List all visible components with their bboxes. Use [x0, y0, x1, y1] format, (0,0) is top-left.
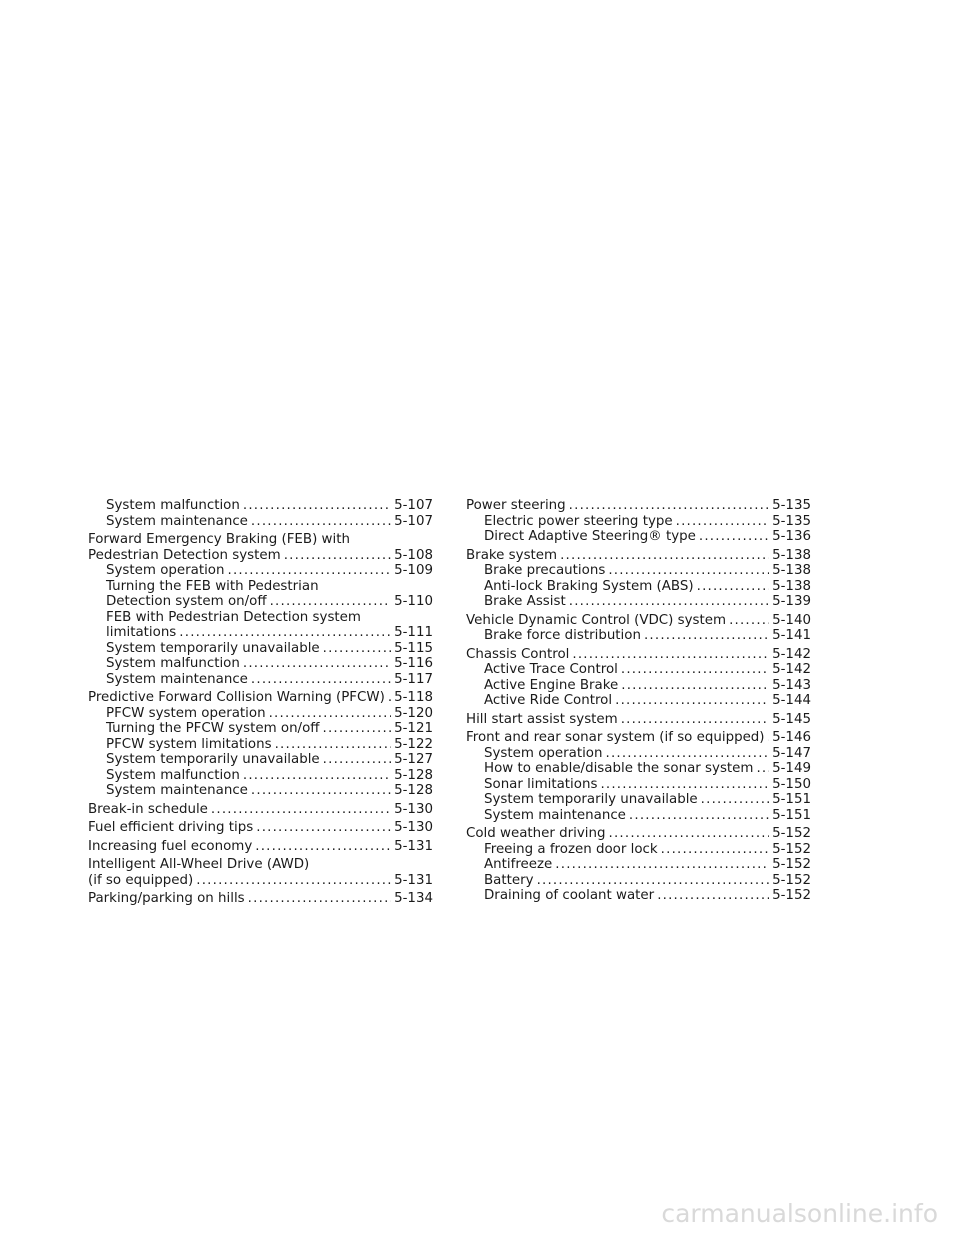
toc-dot-leader	[251, 514, 391, 530]
toc-dot-leader	[621, 712, 769, 728]
toc-entry-title: Parking/parking on hills	[88, 891, 245, 906]
toc-entry-title: System maintenance	[106, 671, 248, 687]
watermark: carmanualsonline.info	[661, 1199, 938, 1228]
toc-entry-title: Chassis Control	[466, 646, 570, 662]
toc-entry-page: 5-152	[772, 872, 811, 888]
toc-entry[interactable]	[88, 563, 433, 579]
toc-entry-title: PFCW system operation	[106, 705, 266, 721]
toc-entry[interactable]	[466, 712, 811, 728]
toc-dot-leader	[227, 563, 391, 579]
toc-dot-leader	[699, 529, 769, 545]
toc-left-column	[88, 498, 433, 907]
toc-entry-title: Draining of coolant water	[484, 888, 655, 903]
toc-entry[interactable]	[466, 647, 811, 663]
toc-dot-leader	[322, 721, 391, 737]
toc-dot-leader	[537, 873, 770, 889]
toc-entry-page: 5-147	[772, 745, 811, 761]
toc-dot-leader	[657, 888, 769, 904]
toc-entry-title: Sonar limitations	[484, 776, 598, 792]
toc-entry-title: System maintenance	[484, 807, 626, 823]
toc-dot-leader	[729, 613, 769, 629]
toc-entry-title: Hill start assist system	[466, 711, 618, 727]
toc-entry[interactable]	[88, 656, 433, 672]
toc-entry-page: 5-138	[772, 563, 811, 578]
toc-dot-leader	[644, 628, 769, 644]
toc-dot-leader	[621, 678, 769, 694]
toc-dot-leader	[569, 498, 769, 514]
toc-entry[interactable]	[466, 693, 811, 709]
toc-entry-title: Intelligent All-Wheel Drive (AWD)	[88, 857, 310, 872]
toc-entry[interactable]	[88, 721, 433, 737]
toc-entry-page: 5-122	[394, 736, 433, 752]
toc-entry[interactable]	[466, 594, 811, 610]
toc-entry[interactable]	[88, 706, 433, 722]
toc-entry-title: Detection system on/off	[106, 594, 267, 609]
toc-entry-title: System temporarily unavailable	[106, 640, 320, 656]
toc-entry[interactable]	[88, 752, 433, 768]
toc-entry-page: 5-116	[394, 656, 433, 671]
toc-entry-title: Front and rear sonar system (if so equipped)	[466, 730, 765, 745]
toc-entry[interactable]	[466, 628, 811, 644]
toc-entry-page: 5-128	[394, 783, 433, 798]
toc-entry-page: 5-117	[394, 671, 433, 687]
toc-dot-leader	[701, 792, 769, 808]
toc-entry-title: Brake force distribution	[484, 628, 641, 643]
toc-entry[interactable]	[88, 737, 433, 753]
toc-entry-page: 5-120	[394, 705, 433, 721]
toc-dot-leader	[661, 842, 769, 858]
toc-entry[interactable]	[88, 891, 433, 907]
toc-entry-page: 5-152	[772, 841, 811, 857]
toc-entry-title: Active Engine Brake	[484, 677, 619, 693]
toc-dot-leader	[615, 693, 769, 709]
toc-entry-page: 5-134	[394, 891, 433, 906]
toc-entry-page: 5-107	[394, 498, 433, 513]
toc-entry-title: (if so equipped)	[88, 872, 194, 888]
toc-entry-title: Anti-lock Braking System (ABS)	[484, 578, 694, 594]
toc-entry[interactable]	[466, 857, 811, 873]
toc-entry[interactable]	[88, 625, 433, 641]
toc-dot-leader	[179, 625, 391, 641]
toc-entry-title: Increasing fuel economy	[88, 838, 253, 854]
toc-entry-title: Antifreeze	[484, 857, 553, 872]
toc-entry-page: 5-143	[772, 677, 811, 693]
toc-entry-page: 5-152	[772, 826, 811, 841]
toc-entry-page: 5-121	[394, 721, 433, 736]
toc-entry-page: 5-151	[772, 792, 811, 807]
toc-entry-title: System operation	[484, 745, 603, 761]
toc-entry[interactable]	[466, 761, 811, 777]
toc-dot-leader	[323, 752, 391, 768]
toc-entry-page: 5-138	[772, 547, 811, 563]
toc-entry[interactable]	[466, 746, 811, 762]
toc-entry-title: Power steering	[466, 498, 566, 513]
toc-entry[interactable]	[466, 529, 811, 545]
toc-entry[interactable]	[466, 579, 811, 595]
toc-entry-title: Brake Assist	[484, 594, 566, 609]
toc-entry-page: 5-149	[772, 761, 811, 776]
toc-dot-leader	[196, 873, 391, 889]
toc-dot-leader	[676, 514, 769, 530]
toc-entry-title: System maintenance	[106, 513, 248, 529]
toc-entry[interactable]	[88, 514, 433, 530]
toc-entry[interactable]	[466, 730, 811, 746]
toc-entry[interactable]	[88, 768, 433, 784]
toc-entry-title: System malfunction	[106, 656, 240, 671]
toc-entry-page: 5-136	[772, 529, 811, 544]
toc-entry[interactable]	[466, 662, 811, 678]
toc-right-column	[466, 498, 811, 904]
toc-entry-title: Predictive Forward Collision Warning (PFCW)	[88, 690, 385, 705]
toc-entry-title: Turning the FEB with Pedestrian	[106, 578, 319, 594]
toc-entry-title: System malfunction	[106, 498, 240, 513]
toc-entry-title: System maintenance	[106, 783, 248, 798]
toc-entry-page: 5-107	[394, 513, 433, 529]
toc-dot-leader	[248, 891, 391, 907]
toc-entry[interactable]	[466, 792, 811, 808]
toc-entry[interactable]	[88, 672, 433, 688]
toc-dot-leader	[269, 706, 391, 722]
toc-entry-page: 5-142	[772, 646, 811, 662]
toc-dot-leader	[243, 498, 391, 514]
toc-entry-title: PFCW system limitations	[106, 736, 272, 752]
toc-entry-title: Pedestrian Detection system	[88, 547, 281, 563]
toc-entry[interactable]	[88, 532, 433, 548]
toc-entry-title: Forward Emergency Braking (FEB) with	[88, 532, 350, 547]
toc-entry-page: 5-115	[394, 640, 433, 656]
toc-entry-title: Active Trace Control	[484, 662, 618, 677]
toc-entry[interactable]	[466, 873, 811, 889]
toc-entry-page: 5-118	[394, 690, 433, 705]
toc-entry-title: FEB with Pedestrian Detection system	[106, 609, 361, 625]
toc-dot-leader	[275, 737, 391, 753]
toc-entry[interactable]	[88, 610, 433, 626]
toc-dot-leader	[243, 656, 391, 672]
toc-entry[interactable]	[88, 857, 433, 873]
toc-entry[interactable]	[466, 563, 811, 579]
toc-entry-title: Brake system	[466, 547, 558, 563]
toc-dot-leader	[243, 768, 391, 784]
toc-entry-title: Battery	[484, 872, 534, 888]
toc-entry[interactable]	[466, 842, 811, 858]
toc-entry-page: 5-152	[772, 888, 811, 903]
toc-dot-leader	[608, 563, 769, 579]
toc-dot-leader	[323, 641, 391, 657]
toc-entry-title: How to enable/disable the sonar system	[484, 761, 754, 776]
toc-entry[interactable]	[88, 839, 433, 855]
toc-entry-title: Direct Adaptive Steering® type	[484, 529, 696, 544]
toc-dot-leader	[629, 808, 769, 824]
toc-entry[interactable]	[466, 678, 811, 694]
toc-entry[interactable]	[88, 641, 433, 657]
toc-dot-leader	[255, 839, 391, 855]
toc-entry[interactable]	[88, 802, 433, 818]
toc-entry-title: System temporarily unavailable	[106, 752, 320, 767]
toc-dot-leader	[270, 594, 391, 610]
toc-entry-page: 5-130	[394, 801, 433, 817]
toc-entry-page: 5-135	[772, 513, 811, 529]
toc-entry-title: Vehicle Dynamic Control (VDC) system	[466, 612, 727, 628]
toc-entry-title: Freeing a frozen door lock	[484, 841, 658, 857]
toc-entry[interactable]	[466, 808, 811, 824]
toc-entry-page: 5-131	[394, 872, 433, 888]
toc-entry[interactable]	[88, 579, 433, 595]
toc-entry-title: System malfunction	[106, 767, 240, 783]
toc-entry-page: 5-138	[772, 578, 811, 594]
toc-entry-title: Brake precautions	[484, 563, 606, 578]
toc-entry-page: 5-127	[394, 752, 433, 767]
toc-entry-page: 5-135	[772, 498, 811, 513]
toc-dot-leader	[560, 548, 769, 564]
toc-entry-page: 5-140	[772, 612, 811, 628]
toc-entry[interactable]	[88, 873, 433, 889]
toc-entry[interactable]	[466, 548, 811, 564]
toc-entry-title: System operation	[106, 563, 225, 578]
toc-entry-title: limitations	[106, 625, 177, 640]
toc-entry-page: 5-152	[772, 857, 811, 872]
toc-entry-page: 5-151	[772, 807, 811, 823]
toc-entry-page: 5-128	[394, 767, 433, 783]
toc-dot-leader	[284, 548, 391, 564]
toc-dot-leader	[256, 820, 391, 836]
toc-dot-leader	[621, 662, 769, 678]
toc-entry-title: Break-in schedule	[88, 801, 208, 817]
toc-dot-leader	[555, 857, 769, 873]
toc-entry-title: Active Ride Control	[484, 693, 613, 708]
toc-entry[interactable]	[88, 548, 433, 564]
toc-entry[interactable]	[88, 783, 433, 799]
toc-entry[interactable]	[466, 613, 811, 629]
toc-entry-page: 5-111	[394, 625, 433, 640]
toc-entry-page: 5-141	[772, 628, 811, 643]
toc-entry-page: 5-108	[394, 547, 433, 563]
toc-dot-leader	[600, 777, 769, 793]
toc-entry-page: 5-139	[772, 594, 811, 609]
toc-dot-leader	[569, 594, 769, 610]
toc-dot-leader	[211, 802, 391, 818]
toc-entry[interactable]	[466, 514, 811, 530]
toc-entry[interactable]	[88, 690, 433, 706]
toc-entry[interactable]	[88, 498, 433, 514]
toc-entry-title: Turning the PFCW system on/off	[106, 721, 320, 736]
toc-entry-page: 5-145	[772, 711, 811, 727]
toc-dot-leader	[251, 672, 391, 688]
toc-entry-title: Cold weather driving	[466, 826, 606, 841]
toc-entry-page: 5-110	[394, 594, 433, 609]
toc-dot-leader	[609, 826, 770, 842]
toc-dot-leader	[251, 783, 391, 799]
toc-entry-page: 5-130	[394, 820, 433, 835]
toc-dot-leader	[572, 647, 769, 663]
toc-entry-page: 5-131	[394, 838, 433, 854]
toc-entry-page: 5-142	[772, 662, 811, 677]
toc-entry[interactable]	[466, 888, 811, 904]
toc-entry-title: Electric power steering type	[484, 513, 673, 529]
toc-entry-page: 5-144	[772, 693, 811, 708]
toc-dot-leader	[756, 761, 769, 777]
toc-entry[interactable]	[466, 777, 811, 793]
toc-entry-title: Fuel efficient driving tips	[88, 820, 254, 835]
toc-entry[interactable]	[466, 826, 811, 842]
toc-entry[interactable]	[88, 820, 433, 836]
toc-entry-page: 5-146	[772, 730, 811, 745]
toc-dot-leader	[605, 746, 769, 762]
toc-entry[interactable]	[88, 594, 433, 610]
toc-entry-page: 5-150	[772, 776, 811, 792]
toc-entry-title: System temporarily unavailable	[484, 792, 698, 807]
toc-entry[interactable]	[466, 498, 811, 514]
toc-entry-page: 5-109	[394, 563, 433, 578]
toc-dot-leader	[697, 579, 769, 595]
